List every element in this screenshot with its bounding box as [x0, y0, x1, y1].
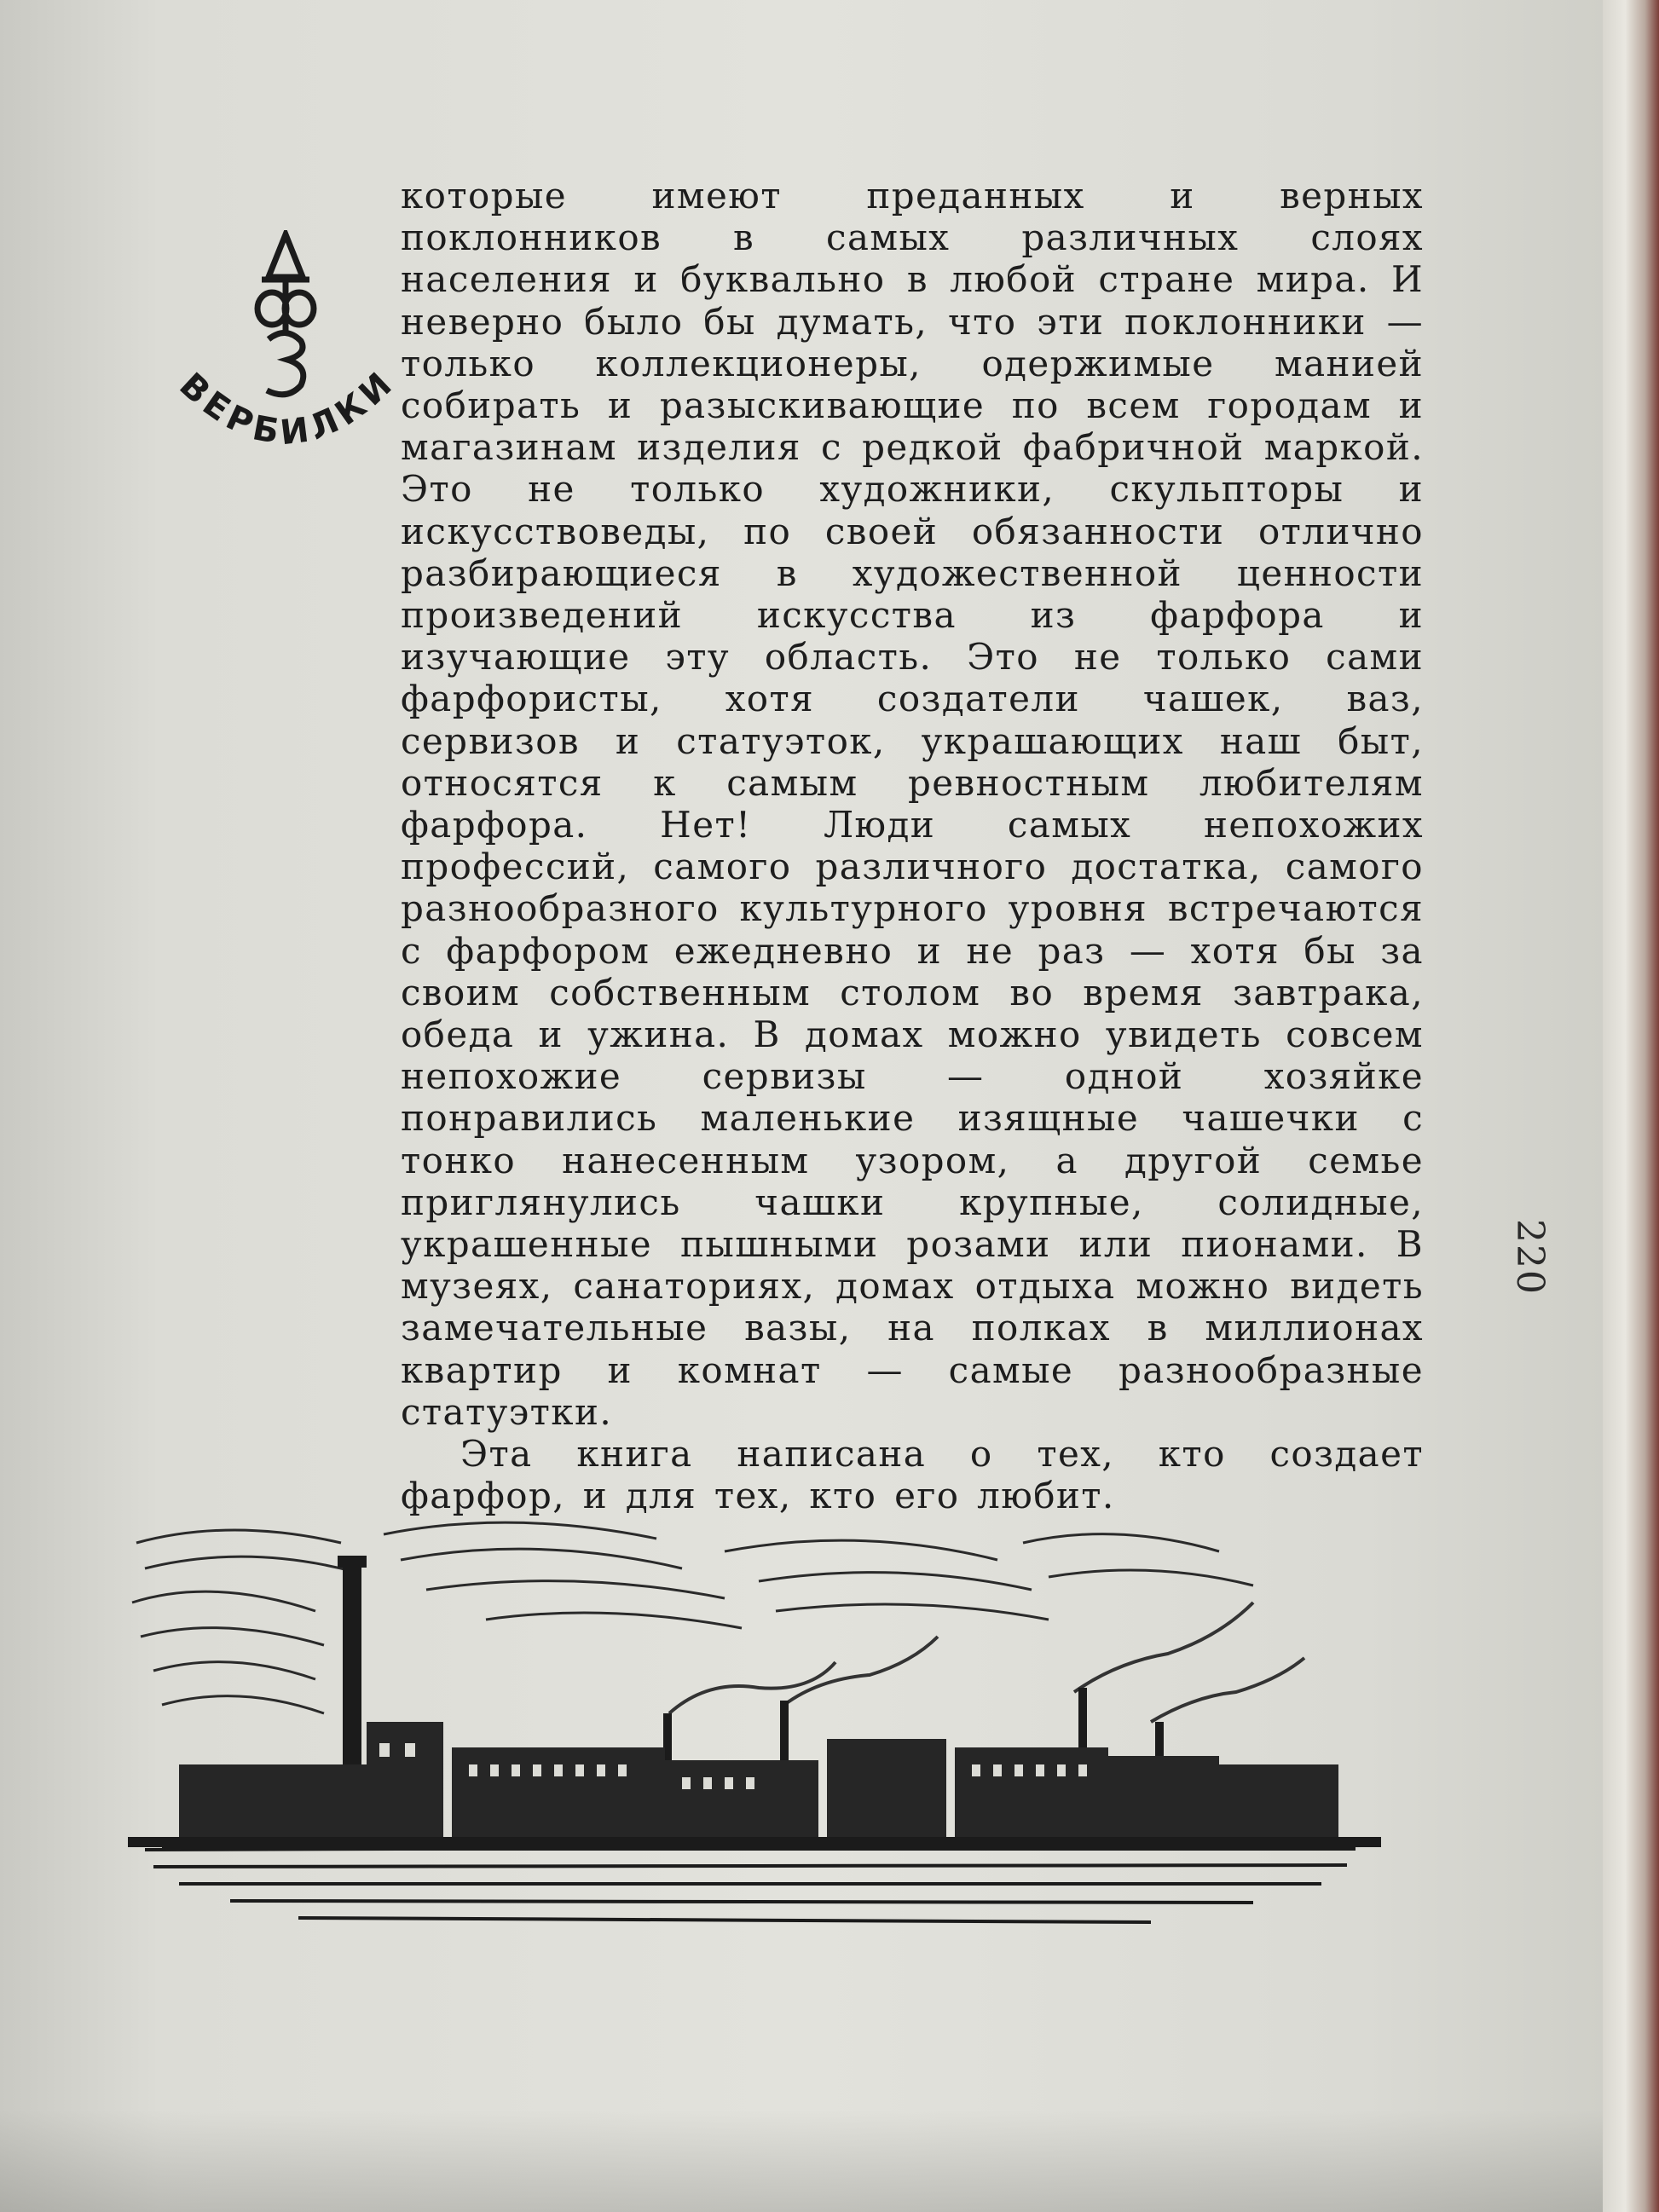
logo-wordmark [149, 341, 422, 486]
factory-logo [149, 230, 422, 486]
page-number: 220 [1508, 1219, 1552, 1296]
paragraph: которые имеют преданных и верных поклонников в самых различных слоях населения и буквально в любой стране мира. И неверно было бы думать, что эти поклонники — только коллекционеры, одержимые манией собирать и разыскивающие по всем городам и магазинам изделия с редкой фабричной маркой. Это не только художники, скульпторы и искусствоведы, по своей обязанности отлично разбирающиеся в художественной ценности произведений искусства из фарфора и изучающие эту область. Это не только сами фарфористы, хотя создатели чашек, ваз, сервизов и статуэток, украшающих наш быт, относятся к самым ревностным любителям фарфора. Нет! Люди самых непохожих профессий, самого различного достатка, самого разнообразного культурного уровня встречаются с фарфором ежедневно и не раз — хотя бы за своим собственным столом во время завтрака, обеда и ужина. В домах можно увидеть совсем непохожие сервизы — одной хозяйке понравились маленькие изящные чашечки с тонко нанесенным узором, а другой семье приглянулись чашки крупные, солидные, украшенные пышными розами или пионами. В музеях, санаториях, домах отдыха можно видеть замечательные вазы, на полках в миллионах квартир и комнат — самые разнообразные статуэтки. [401, 175, 1424, 1433]
book-edge [1603, 0, 1659, 2212]
page-shadow [0, 2110, 1603, 2212]
fence [162, 1845, 1356, 1851]
paragraph: Эта книга написана о тех, кто создает фарфор, и для тех, кто его любит. [401, 1433, 1424, 1517]
svg-text:ВЕРБИЛКИ [172, 362, 403, 453]
chimney [343, 1560, 361, 1790]
factory-engraving [128, 1509, 1381, 1952]
logo-wordmark-text: ВЕРБИЛКИ [171, 361, 403, 453]
smoke [669, 1603, 1304, 1722]
ground [145, 1845, 1364, 1922]
body-text [401, 175, 1424, 1517]
